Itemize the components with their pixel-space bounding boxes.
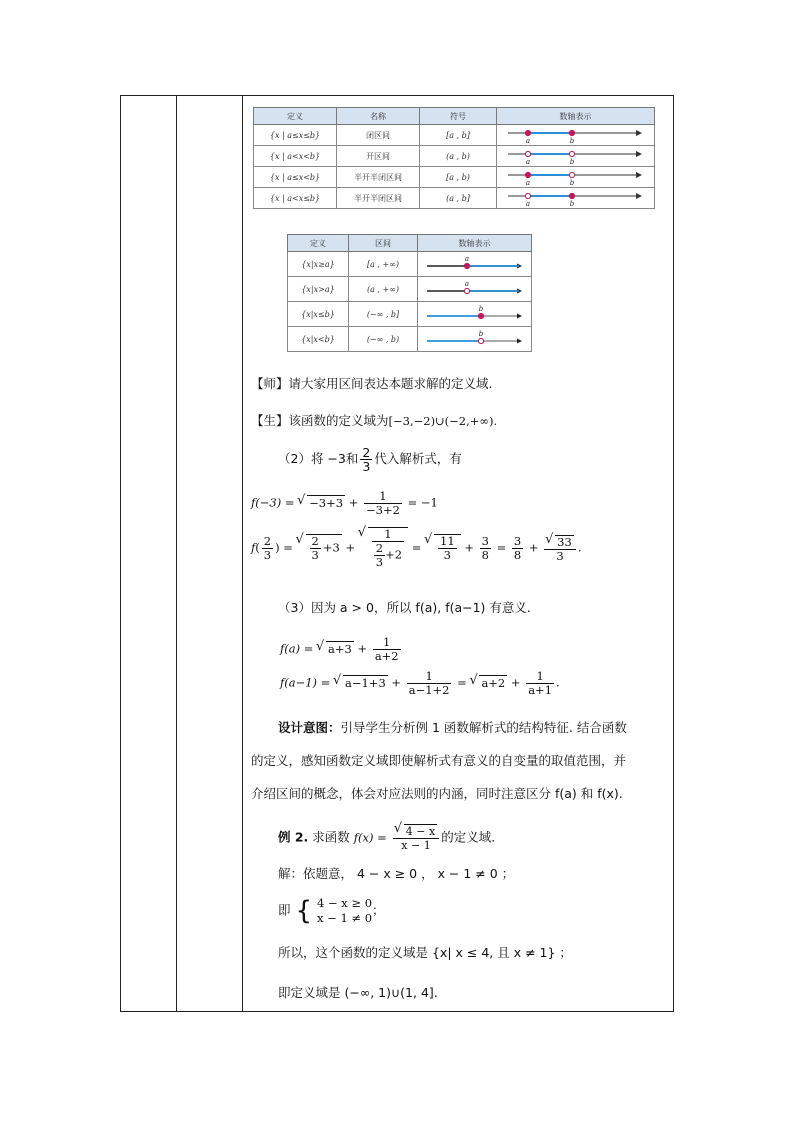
endpoint-label: b: [569, 158, 574, 166]
interval-name: 开区间: [337, 146, 420, 167]
interval-symbol: (a , b]: [420, 188, 497, 209]
interval-definition: {x|x≥a}: [288, 252, 349, 277]
interval-definition: {x | a<x<b}: [254, 146, 337, 167]
part2-prefix: （2）将 −3和: [278, 451, 359, 466]
eq2-arg-den: 3: [263, 548, 272, 562]
number-line-cell: [418, 277, 532, 302]
interval-name: 半开半闭区间: [337, 167, 420, 188]
number-line-cell: [497, 125, 655, 146]
eq2-radical2: [368, 527, 408, 569]
interval-definition: {x | a<x≤b}: [254, 188, 337, 209]
eq4-lhs: f(a−1) =: [280, 675, 331, 690]
header-definition: 定义: [288, 235, 349, 252]
number-line: [506, 125, 646, 145]
eq2-res-den: 8: [513, 548, 522, 562]
eq4-num2: 1: [526, 670, 554, 684]
eq4-num: 1: [407, 670, 452, 684]
example2-den: x − 1: [401, 839, 431, 852]
part2-suffix: 代入解析式，有: [374, 451, 462, 466]
solution-system: 即 { 4 − x ≥ 0 x − 1 ≠ 0 ；: [278, 896, 385, 926]
interval-row: [288, 252, 532, 277]
design-intent-text1: 引导学生分析例 1 函数解析式的结构特征. 结合函数: [340, 720, 627, 735]
number-line: [425, 279, 525, 299]
open-endpoint: [478, 338, 483, 343]
system-ineq1: 4 − x ≥ 0: [317, 896, 373, 910]
number-line: [506, 167, 646, 187]
interval-row: [254, 188, 655, 209]
axis-arrow: [636, 172, 642, 178]
eq2-mid-den: 3: [443, 548, 451, 562]
interval-symbol: [a , +∞): [349, 252, 418, 277]
closed-endpoint: [525, 172, 530, 177]
interval-row: [254, 146, 655, 167]
solution-line3: 所以，这个函数的定义域是 {x| x ≤ 4, 且 x ≠ 1} ；: [278, 945, 572, 960]
eq2-radical: [306, 534, 342, 562]
eq4-radical2: √ a+2: [479, 675, 507, 690]
axis-arrow: [636, 130, 642, 136]
closed-endpoint: [478, 313, 483, 318]
design-intent-label: 设计意图：: [278, 720, 341, 735]
eq2-arg-num: 2: [263, 534, 272, 548]
design-intent-line2: 的定义，感知函数定义域即使解析式有意义的自变量的取值范围，并: [251, 753, 627, 768]
eq2-f-den-num: 2: [375, 541, 384, 555]
header-interval: 区间: [349, 235, 418, 252]
eq2-rad-tail: +3: [322, 540, 340, 555]
interval-symbol: [a , b): [420, 167, 497, 188]
number-line-cell: [418, 252, 532, 277]
number-line: [506, 188, 646, 208]
eq2-mid-num2: 3: [481, 534, 489, 548]
header-number-line: 数轴表示: [418, 235, 532, 252]
eq4-den: a−1+2: [408, 683, 450, 697]
interval-definition: {x | a≤x<b}: [254, 167, 337, 188]
eq4-radical: √ a−1+3: [343, 675, 388, 690]
interval-row: [254, 125, 655, 146]
interval-row: [254, 167, 655, 188]
eq2-f-den: [372, 542, 404, 569]
system-brace: {: [295, 896, 313, 926]
endpoint-label: b: [569, 137, 574, 145]
interval-row: [288, 302, 532, 327]
eq2-res-num2: √ 33: [555, 535, 574, 549]
unbounded-interval-table: [287, 234, 532, 352]
solution-line4: 即定义域是 (−∞, 1)∪(1, 4].: [278, 985, 438, 1000]
closed-endpoint: [569, 130, 574, 135]
fraction-numerator: 2: [362, 445, 371, 460]
eq1-radical: √ −3+3: [307, 495, 345, 510]
number-line: [506, 146, 646, 166]
bounded-interval-table: [253, 107, 655, 209]
closed-endpoint: [525, 130, 530, 135]
eq4-den2: a+1: [528, 683, 553, 697]
endpoint-label: a: [525, 158, 530, 166]
endpoint-label: a: [525, 200, 530, 208]
interval-row: [288, 277, 532, 302]
eq3-den: a+2: [374, 649, 399, 663]
solution-line1: 解：依题意， 4 − x ≥ 0 ， x − 1 ≠ 0 ；: [278, 866, 515, 881]
eq2-plus: +: [464, 540, 474, 555]
interval-row: [288, 327, 532, 352]
interval-definition: {x|x>a}: [288, 277, 349, 302]
eq1-lhs: f(−3) =: [251, 495, 295, 510]
eq2-rad-den: 3: [311, 548, 319, 562]
interval-symbol: (a , +∞): [349, 277, 418, 302]
number-line-cell: [418, 302, 532, 327]
interval-definition: {x|x<b}: [288, 327, 349, 352]
interval-symbol: [a , b]: [420, 125, 497, 146]
open-endpoint: [569, 151, 574, 156]
endpoint-label: b: [478, 330, 483, 338]
eq1-rhs: = −1: [407, 495, 438, 510]
eq2-f-den-tail: +2: [385, 547, 403, 562]
interval-name: 半开半闭区间: [337, 188, 420, 209]
solution-system-prefix: 即: [278, 902, 291, 918]
example2-line: [278, 824, 495, 852]
column-divider-1: [176, 95, 177, 1012]
eq2-res-den2: 3: [556, 548, 564, 563]
number-line: [425, 254, 525, 274]
number-line-cell: [418, 327, 532, 352]
eq2-f-num: √ 1: [372, 528, 404, 542]
axis-arrow: [517, 314, 522, 319]
eq2-rad-num: √ 2: [311, 534, 319, 548]
eq3-num: 1: [373, 636, 401, 650]
header-number-line: 数轴表示: [497, 108, 655, 125]
example2-radical: √ 4 − x: [404, 824, 437, 838]
eq3-radical: √ a+3: [326, 641, 354, 656]
interval-symbol: (−∞ , b]: [349, 302, 418, 327]
interval-name: 闭区间: [337, 125, 420, 146]
closed-endpoint: [464, 263, 469, 268]
example2-text: 求函数: [312, 829, 350, 845]
number-line: [425, 304, 525, 324]
eq1-den: −3+2: [366, 503, 400, 517]
endpoint-label: a: [464, 280, 469, 288]
design-intent-line3: 介绍区间的概念，体会对应法则的内涵，同时注意区分 f(a) 和 f(x).: [251, 786, 623, 801]
fraction-denominator: 3: [362, 459, 371, 474]
number-line-cell: [497, 188, 655, 209]
system-ineq2: x − 1 ≠ 0: [317, 911, 373, 925]
student-prefix: 【生】该函数的定义域为: [251, 413, 389, 428]
open-endpoint: [525, 193, 530, 198]
endpoint-label: a: [464, 255, 469, 263]
eq3-lhs: f(a) =: [280, 641, 314, 656]
equation-f-a-minus-1: f(a−1) = √ a−1+3 + $\frac{1}{a-1+2}$ = √ a+2 + $\frac{1}{a+1}$ .: [280, 670, 560, 697]
header-name: 名称: [337, 108, 420, 125]
example2-tail: 的定义域.: [441, 829, 496, 845]
endpoint-label: b: [569, 200, 574, 208]
part2-line: [278, 446, 462, 473]
header-definition: 定义: [254, 108, 337, 125]
axis-arrow: [636, 193, 642, 199]
eq2-radical3: [434, 534, 461, 562]
endpoint-label: b: [569, 179, 574, 187]
example2-label: 例 2.: [278, 829, 309, 845]
number-line: [425, 329, 525, 349]
open-endpoint: [569, 172, 574, 177]
example2-lhs: f(x) =: [353, 830, 387, 845]
eq2-f: f: [251, 540, 256, 555]
interval-symbol: (a , b): [420, 146, 497, 167]
interval-definition: {x|x≤b}: [288, 302, 349, 327]
endpoint-label: b: [478, 305, 483, 313]
equation-f-a: f(a) = √ a+3 + $\frac{1}{a+2}$: [280, 636, 403, 663]
student-line: [251, 411, 497, 429]
student-domain: [−3,−2)∪(−2,+∞).: [388, 414, 498, 428]
equation-f-two-thirds: f( $\frac{2}{3}$ ) = √ $\frac{2}{3}$ +3 + √ 1 $\frac{2}{3}$ +2 = √ $\frac{11}{3}$ + $\frac{3}{8}$ = $\frac{3}{8}$ + √ $\frac{33}{3}$ .: [251, 527, 581, 569]
endpoint-label: a: [525, 137, 530, 145]
eq1-num: 1: [364, 490, 402, 504]
open-endpoint: [464, 288, 469, 293]
interval-symbol: (−∞ , b): [349, 327, 418, 352]
design-intent-line1: [278, 718, 627, 736]
eq2-mid-num: √ 11: [440, 534, 455, 548]
endpoint-label: a: [525, 179, 530, 187]
part3-line: （3）因为 a > 0，所以 f(a), f(a−1) 有意义.: [278, 600, 531, 615]
closed-endpoint: [569, 193, 574, 198]
eq2-res-num: 3: [513, 534, 522, 548]
eq2-f-den-den: 3: [375, 555, 384, 569]
number-line-cell: [497, 167, 655, 188]
axis-arrow: [517, 339, 522, 344]
number-line-cell: [497, 146, 655, 167]
teacher-line: 【师】请大家用区间表达本题求解的定义域.: [251, 376, 493, 391]
header-symbol: 符号: [420, 108, 497, 125]
column-divider-2: [242, 95, 243, 1012]
open-endpoint: [525, 151, 530, 156]
eq2-equals: =: [283, 540, 293, 555]
axis-arrow: [636, 151, 642, 157]
interval-definition: {x | a≤x≤b}: [254, 125, 337, 146]
eq2-mid-den2: 8: [481, 548, 489, 562]
equation-f-minus3: f(−3) = √ −3+3 + $\frac{1}{-3+2}$ = −1: [251, 490, 438, 517]
